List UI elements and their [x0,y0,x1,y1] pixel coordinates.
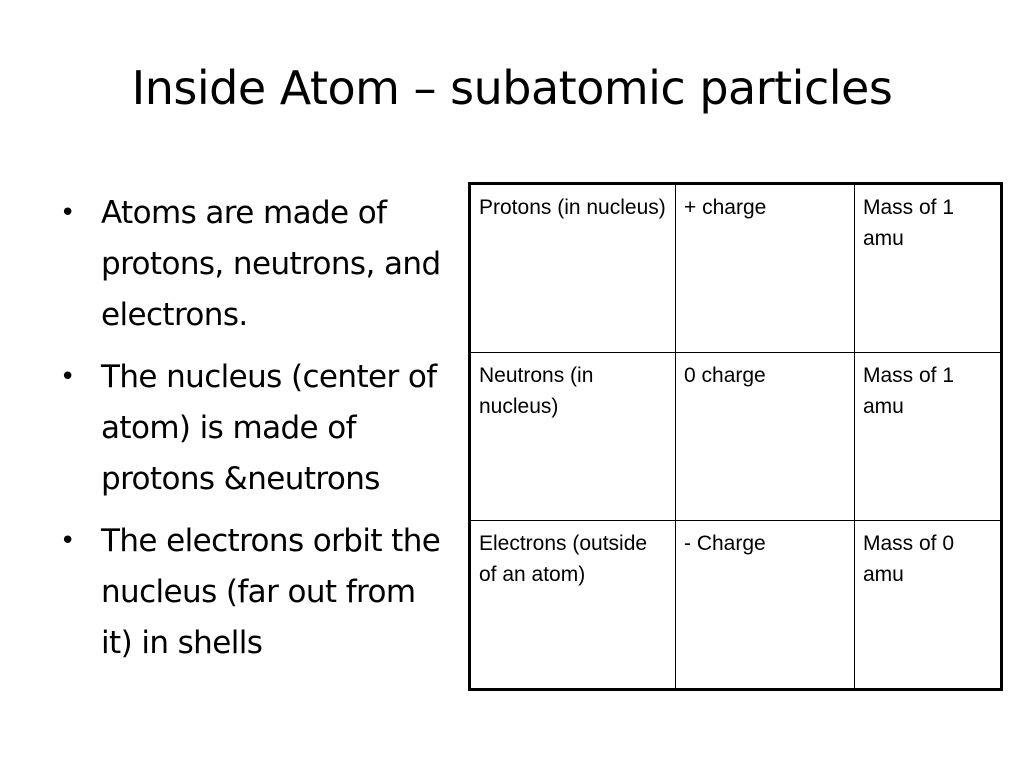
particle-table [468,182,1003,691]
slide-title: Inside Atom – subatomic particles [131,61,893,115]
mass-cell: Mass of 0 amu [855,521,1002,690]
mass-cell: Mass of 1 amu [855,184,1002,353]
charge-cell: 0 charge [676,353,855,521]
mass-cell: Mass of 1 amu [855,353,1002,521]
table-row [470,184,1002,353]
bullet-text: Atoms are made of protons, neutrons, and electrons. [101,195,441,333]
bullet-marker: • [60,198,75,228]
particle-cell: Electrons (outside of an atom) [470,521,676,690]
bullet-item [58,352,453,505]
table-row [470,521,1002,690]
bullet-marker: • [60,526,75,556]
bullet-marker: • [60,362,75,392]
particle-cell: Neutrons (in nucleus) [470,353,676,521]
charge-cell: - Charge [676,521,855,690]
bullet-text: The electrons orbit the nucleus (far out from it) in shells [101,523,441,661]
bullet-text: The nucleus (center of atom) is made of protons &neutrons [101,359,437,497]
bullet-item [58,516,453,669]
charge-cell: + charge [676,184,855,353]
bullet-item [58,188,453,341]
particle-cell: Protons (in nucleus) [470,184,676,353]
table-row [470,353,1002,521]
bullet-list [58,188,453,680]
